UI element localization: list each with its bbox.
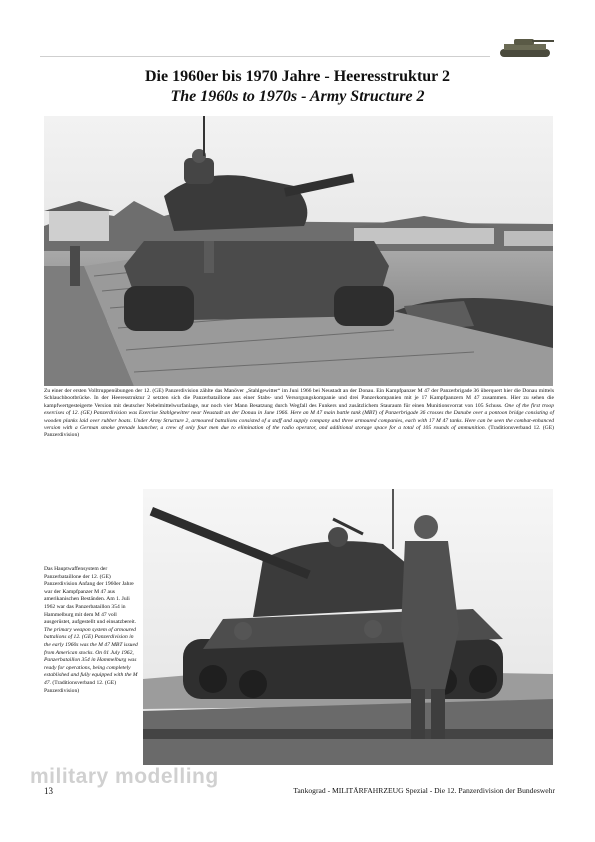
watermark: military modelling (30, 765, 219, 788)
tank-logo-icon (492, 30, 556, 62)
footer-text: Tankograd - MILITÄRFAHRZEUG Spezial - Die 12. Panzerdivision der Bundeswehr (293, 786, 555, 795)
page-title-english: The 1960s to 1970s - Army Structure 2 (170, 88, 425, 105)
page-title-german: Die 1960er bis 1970 Jahre - Heeresstruktur 2 (144, 68, 450, 85)
photo-tank-on-pontoon-bridge (44, 116, 553, 386)
caption-2-english: The primary weapon system of armoured battalions of 12. (GE) Panzerdivision in the early 1960s was the M 47 MBT issued from American stocks. On 01 July 1962, Panzerbataillon 354 in Hammelburg was ready for operations, being completely established and fully equipped with the M 47. (44, 626, 138, 686)
caption-2-credit: (Traditionsverband 12. (GE) Panzerdivision) (44, 679, 117, 694)
caption-1-english: One of the first troop exercises of 12. (GE) Panzerdivision was Exercise Stahlgewitter near Neustadt an der Donau in June 1966. Here an M 47 main battle tank (MBT) of Panzerbrigade 36 crosses the Danube over a pontoon bridge consisting of wooden planks laid over rubber boats. Under Army Structure 2, armoured battalions consisted of a staff and supply company and three armoured companies, each with 17 M 47 tanks. Here can be seen the combat-enhanced version with a German smoke grenade launcher, a crew of only four men due to elimination of the radio operator, and additional storage space for a total of 105 rounds of ammunition. (44, 402, 555, 432)
caption-photo-1 (44, 388, 554, 440)
header-rule (40, 56, 490, 57)
page-number: 13 (44, 786, 53, 796)
caption-photo-2 (44, 566, 138, 695)
caption-1-german: Zu einer der ersten Volltruppenübungen der 12. (GE) Panzerdivision zählte das Manöver „Stahlgewitter“ im Juni 1966 bei Neustadt an der Donau. Ein Kampfpanzer M 47 der Panzerbrigade 36 überquert hier die Donau mittels Schlauchbootbrücke. In der Heeresstruktur 2 setzten sich die Panzerbataillone aus einer Stabs- und Versorgungskompanie und drei Panzerkompanien mit je 17 Kampfpanzern M 47 zusammen. Hier zu sehen die kampfwertgesteigerte Version mit deutscher Nebelmittelwurfanlage, nur noch vier Mann Besatzung durch Wegfall des Funkers und zusätzlichem Stauraum für einen Munitionsvorrat von 105 Schuss. (44, 388, 554, 409)
caption-1-credit: (Traditionsverband 12. (GE) Panzerdivision) (44, 425, 554, 439)
caption-2-german: Das Hauptwaffensystem der Panzerbataillone der 12. (GE) Panzerdivision Anfang der 1960er Jahre war der Kampfpanzer M 47 aus amerikanischen Beständen. Am 1. Juli 1962 war das Panzerbataillon 354 in Hammelburg mit dem M 47 voll ausgerüstet, aufgestellt und einsatzbereit. (44, 566, 137, 626)
photo-tank-on-railcar (143, 489, 553, 765)
